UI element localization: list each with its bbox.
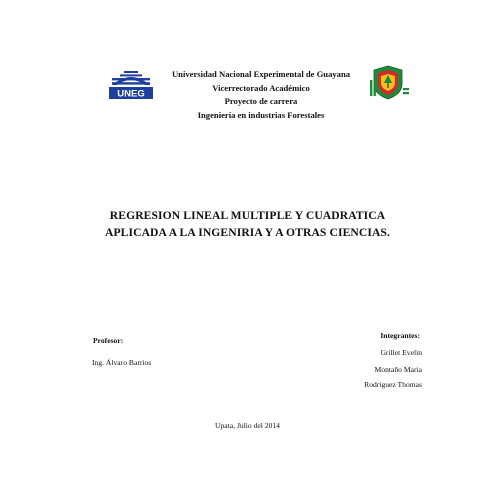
- uneg-logo: [108, 67, 154, 100]
- forestry-engineering-logo: [368, 64, 410, 102]
- uneg-logo-text: UNEG: [117, 88, 145, 100]
- title-line-2: APLICADA A LA INGENIRIA Y A OTRAS CIENCIAS.: [105, 226, 390, 239]
- header-line-university: Universidad Nacional Experimental de Guayana: [171, 69, 351, 79]
- members-label: Integrantes:: [380, 331, 420, 340]
- title-line-1: REGRESION LINEAL MULTIPLE Y CUADRATICA: [109, 209, 386, 222]
- member-name: Montaño Maria: [374, 365, 422, 374]
- institution-header: [150, 68, 372, 122]
- member-name: Rodriguez Thomas: [364, 380, 422, 389]
- professor-label: Profesor:: [93, 336, 124, 345]
- document-title: [40, 207, 455, 241]
- header-line-engineering: Ingeniería en industrias Forestales: [197, 109, 325, 120]
- header-line-project: Proyecto de carrera: [224, 96, 298, 107]
- place-date: Upata, Julio del 2014: [215, 421, 280, 430]
- professor-name: Ing. Álvaro Barrios: [92, 358, 152, 367]
- header-line-vicerrectorado: Vicerrectorado Académico: [212, 82, 310, 93]
- member-name: Grillet Evelin: [380, 348, 422, 357]
